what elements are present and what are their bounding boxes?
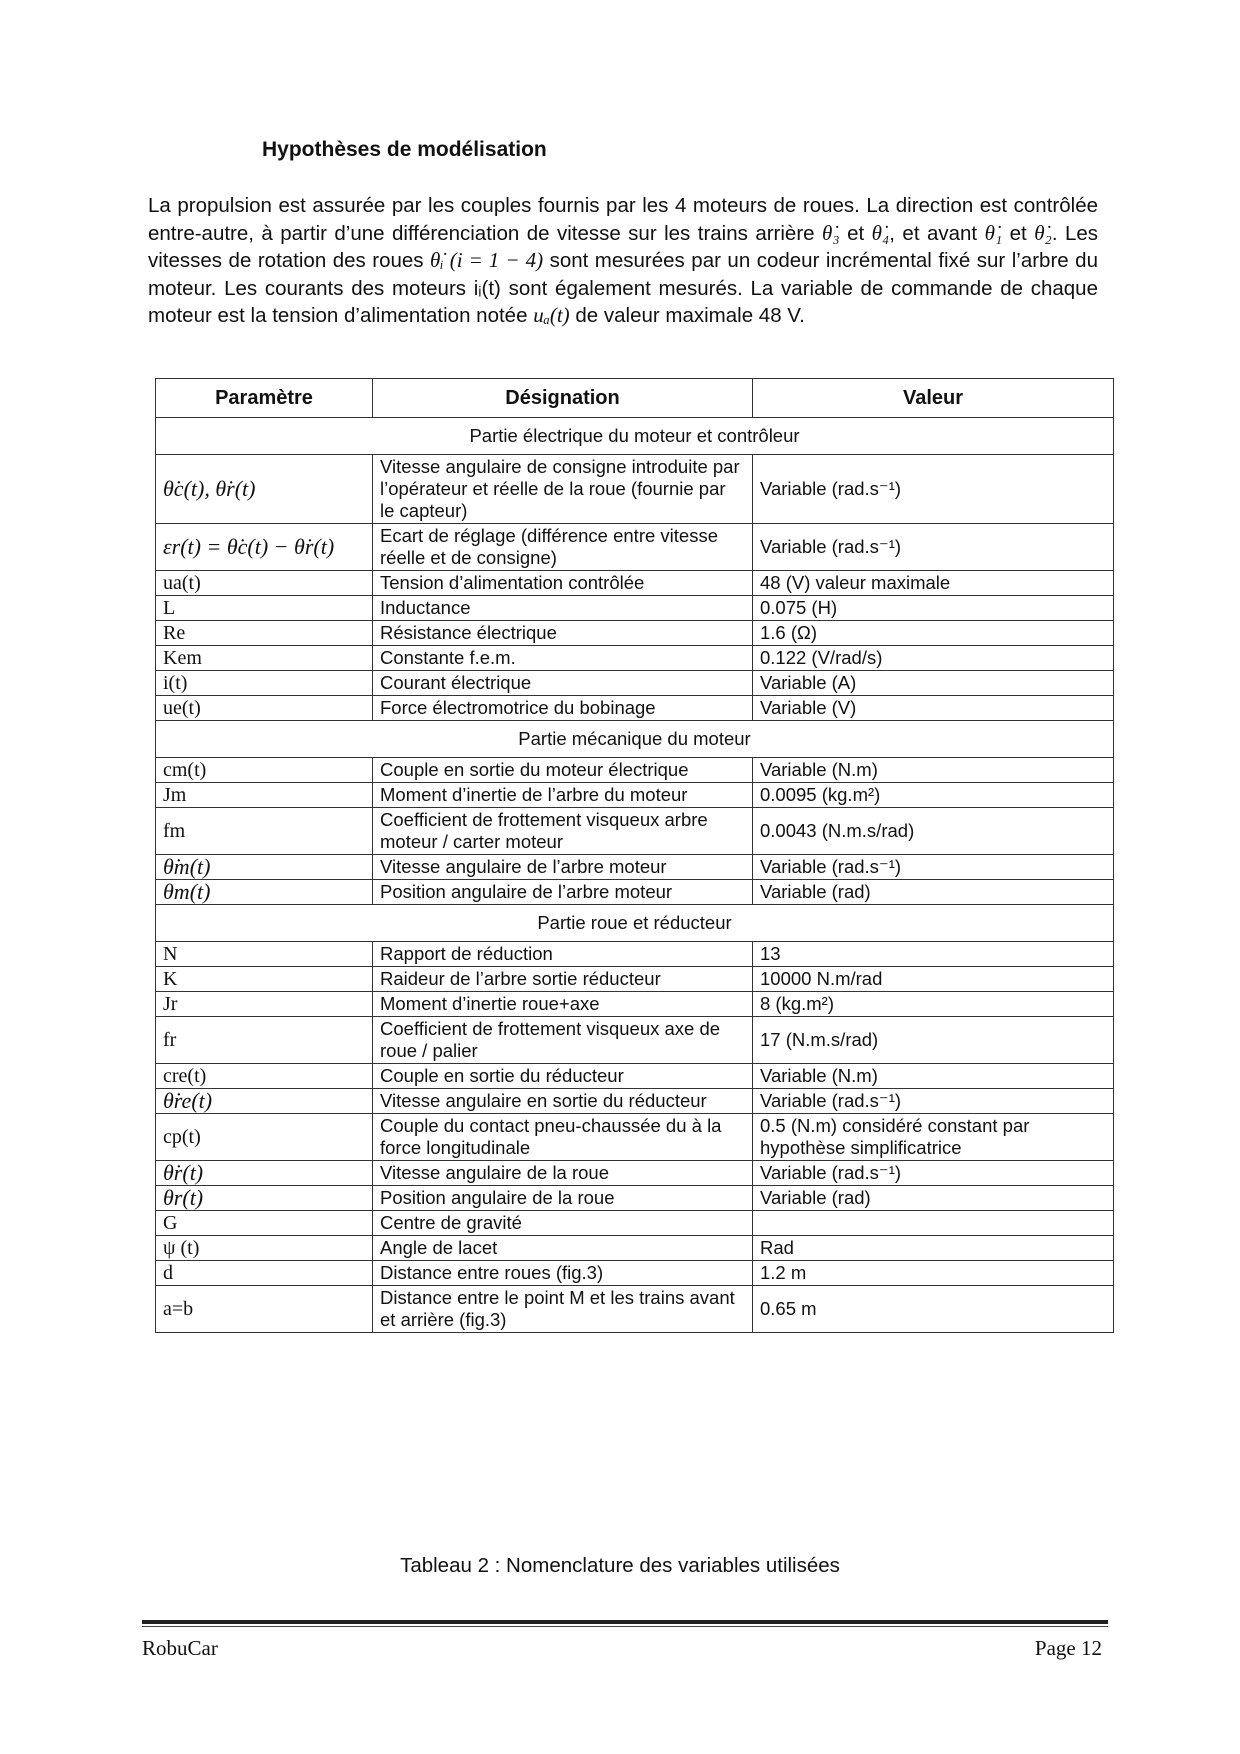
theta2-symbol: θ̇₂ [1034, 220, 1052, 245]
table-row [156, 1261, 1114, 1286]
param-cell: fr [156, 1017, 373, 1064]
value-cell: Variable (rad.s⁻¹) [753, 1089, 1114, 1114]
intro-text-2: . Les vitesses de rotation des roues [148, 221, 1099, 272]
param-cell: Re [156, 621, 373, 646]
param-cell: L [156, 596, 373, 621]
value-cell: 1.2 m [753, 1261, 1114, 1286]
table-row [156, 1089, 1114, 1114]
value-cell: Variable (A) [753, 671, 1114, 696]
intro-et-2: et [1009, 221, 1027, 245]
table-row [156, 696, 1114, 721]
value-cell: 0.122 (V/rad/s) [753, 646, 1114, 671]
param-cell: ue(t) [156, 696, 373, 721]
table-row [156, 646, 1114, 671]
table-row [156, 596, 1114, 621]
table-row [156, 1161, 1114, 1186]
table-row [156, 880, 1114, 905]
designation-cell: Raideur de l’arbre sortie réducteur [373, 967, 753, 992]
intro-text-1: La propulsion est assurée par les couples fournis par les 4 moteurs de roues. La direction est contrôlée entre-autre, à partir d’une différenciation de vitesse sur les trains arrière [148, 194, 1098, 245]
param-cell: cm(t) [156, 758, 373, 783]
table-header-row [156, 379, 1114, 418]
value-cell: Variable (rad) [753, 1186, 1114, 1211]
intro-et-1: et [847, 221, 865, 245]
footer-title: RobuCar [142, 1636, 218, 1660]
designation-cell: Couple en sortie du moteur électrique [373, 758, 753, 783]
section-title: Partie électrique du moteur et contrôleur [156, 418, 1114, 455]
table-row [156, 571, 1114, 596]
param-cell: εr(t) = θ̇c(t) − θ̇r(t) [156, 524, 373, 571]
value-cell: 8 (kg.m²) [753, 992, 1114, 1017]
section-row [156, 721, 1114, 758]
table-row [156, 1236, 1114, 1261]
designation-cell: Distance entre le point M et les trains avant et arrière (fig.3) [373, 1286, 753, 1333]
designation-cell: Résistance électrique [373, 621, 753, 646]
footer-rule [142, 1620, 1108, 1624]
param-cell: fm [156, 808, 373, 855]
param-cell: θ̇c(t), θ̇r(t) [156, 455, 373, 524]
table-row [156, 524, 1114, 571]
theta3-symbol: θ̇₃ [822, 220, 840, 245]
designation-cell: Centre de gravité [373, 1211, 753, 1236]
designation-cell: Tension d’alimentation contrôlée [373, 571, 753, 596]
value-cell: 0.0043 (N.m.s/rad) [753, 808, 1114, 855]
table-row [156, 808, 1114, 855]
value-cell: 13 [753, 942, 1114, 967]
param-cell: ua(t) [156, 571, 373, 596]
table-row [156, 1186, 1114, 1211]
table-row [156, 942, 1114, 967]
table-row [156, 758, 1114, 783]
value-cell: Variable (rad.s⁻¹) [753, 455, 1114, 524]
value-cell: Variable (rad.s⁻¹) [753, 855, 1114, 880]
designation-cell: Vitesse angulaire de consigne introduite par l’opérateur et réelle de la roue (fournie par le capteur) [373, 455, 753, 524]
intro-paragraph [148, 192, 1098, 330]
param-cell: cre(t) [156, 1064, 373, 1089]
section-title: Partie mécanique du moteur [156, 721, 1114, 758]
designation-cell: Rapport de réduction [373, 942, 753, 967]
table-row [156, 783, 1114, 808]
theta1-symbol: θ̇₁ [984, 220, 1003, 245]
param-cell: θr(t) [156, 1186, 373, 1211]
header-valeur: Valeur [753, 379, 1114, 418]
intro-text-4: de valeur maximale 48 V. [575, 304, 805, 327]
designation-cell: Constante f.e.m. [373, 646, 753, 671]
param-cell: θ̇m(t) [156, 855, 373, 880]
value-cell: 0.5 (N.m) considéré constant par hypothèse simplificatrice [753, 1114, 1114, 1161]
table-row [156, 1211, 1114, 1236]
designation-cell: Vitesse angulaire de la roue [373, 1161, 753, 1186]
param-cell: G [156, 1211, 373, 1236]
param-cell: N [156, 942, 373, 967]
value-cell: 0.075 (H) [753, 596, 1114, 621]
table-row [156, 455, 1114, 524]
param-cell: ψ (t) [156, 1236, 373, 1261]
designation-cell: Vitesse angulaire en sortie du réducteur [373, 1089, 753, 1114]
value-cell: Variable (V) [753, 696, 1114, 721]
param-cell: d [156, 1261, 373, 1286]
table-row [156, 621, 1114, 646]
table-row [156, 967, 1114, 992]
param-cell: θm(t) [156, 880, 373, 905]
value-cell: Variable (N.m) [753, 758, 1114, 783]
table-row [156, 1286, 1114, 1333]
param-cell: a=b [156, 1286, 373, 1333]
param-cell: θ̇re(t) [156, 1089, 373, 1114]
ua-symbol: uₐ(t) [533, 303, 570, 327]
designation-cell: Coefficient de frottement visqueux axe de roue / palier [373, 1017, 753, 1064]
designation-cell: Position angulaire de l’arbre moteur [373, 880, 753, 905]
param-cell: Jm [156, 783, 373, 808]
intro-et-avant: , et avant [889, 221, 978, 245]
value-cell: Rad [753, 1236, 1114, 1261]
intro-text-3: sont mesurées par un codeur incrémental fixé sur l’arbre du moteur. Les courants des moteurs iᵢ(t) sont également mesurés. La variable de commande de chaque moteur est la tension d’alimentation notée [148, 249, 1098, 327]
designation-cell: Position angulaire de la roue [373, 1186, 753, 1211]
value-cell: 0.0095 (kg.m²) [753, 783, 1114, 808]
designation-cell: Couple du contact pneu-chaussée du à la force longitudinale [373, 1114, 753, 1161]
table-row [156, 992, 1114, 1017]
footer-rule-thin [142, 1626, 1108, 1627]
value-cell: 0.65 m [753, 1286, 1114, 1333]
section-title: Partie roue et réducteur [156, 905, 1114, 942]
table-row [156, 1064, 1114, 1089]
param-cell: θ̇r(t) [156, 1161, 373, 1186]
table-row [156, 855, 1114, 880]
table-row [156, 671, 1114, 696]
designation-cell: Courant électrique [373, 671, 753, 696]
param-cell: cp(t) [156, 1114, 373, 1161]
designation-cell: Moment d’inertie de l’arbre du moteur [373, 783, 753, 808]
param-cell: K [156, 967, 373, 992]
value-cell [753, 1211, 1114, 1236]
value-cell: 17 (N.m.s/rad) [753, 1017, 1114, 1064]
value-cell: 1.6 (Ω) [753, 621, 1114, 646]
designation-cell: Angle de lacet [373, 1236, 753, 1261]
page-number: Page 12 [1034, 1636, 1102, 1660]
table-caption: Tableau 2 : Nomenclature des variables utilisées [400, 1554, 840, 1577]
nomenclature-table [155, 378, 1114, 1333]
designation-cell: Distance entre roues (fig.3) [373, 1261, 753, 1286]
designation-cell: Force électromotrice du bobinage [373, 696, 753, 721]
table-row [156, 1114, 1114, 1161]
value-cell: Variable (rad.s⁻¹) [753, 524, 1114, 571]
designation-cell: Couple en sortie du réducteur [373, 1064, 753, 1089]
value-cell: 48 (V) valeur maximale [753, 571, 1114, 596]
section-heading: Hypothèses de modélisation [262, 138, 547, 161]
section-row [156, 418, 1114, 455]
value-cell: Variable (N.m) [753, 1064, 1114, 1089]
designation-cell: Vitesse angulaire de l’arbre moteur [373, 855, 753, 880]
param-cell: i(t) [156, 671, 373, 696]
value-cell: Variable (rad.s⁻¹) [753, 1161, 1114, 1186]
table-body [156, 418, 1114, 1333]
value-cell: Variable (rad) [753, 880, 1114, 905]
section-row [156, 905, 1114, 942]
designation-cell: Inductance [373, 596, 753, 621]
header-designation: Désignation [373, 379, 753, 418]
header-parametre: Paramètre [156, 379, 373, 418]
designation-cell: Moment d’inertie roue+axe [373, 992, 753, 1017]
designation-cell: Ecart de réglage (différence entre vitesse réelle et de consigne) [373, 524, 753, 571]
param-cell: Jr [156, 992, 373, 1017]
designation-cell: Coefficient de frottement visqueux arbre moteur / carter moteur [373, 808, 753, 855]
thetai-symbol: θ̇ᵢ (i = 1 − 4) [430, 248, 544, 272]
theta4-symbol: θ̇₄ [871, 220, 890, 245]
value-cell: 10000 N.m/rad [753, 967, 1114, 992]
param-cell: Kem [156, 646, 373, 671]
table-row [156, 1017, 1114, 1064]
